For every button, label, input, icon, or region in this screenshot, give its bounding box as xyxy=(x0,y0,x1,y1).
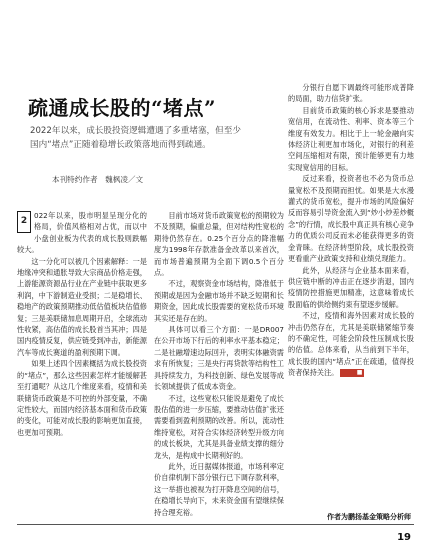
paragraph: 不过，这些宽松只能说是避免了成长股估值的进一步压缩，要推动估值扩张还需要看到盈利预期的改善。所以，流动性维持宽松，对符合实体经济转型升级方向的成长板块，尤其是具备业绩支撑的细分龙头，是构成中长期利好的。 xyxy=(154,393,284,460)
paragraph: 具体可以看三个方面：一是DR007在公开市场下行后的利率水平基本稳定；二是社融增速边际回升，表明实体融资需求有所恢复；三是央行再贷款等结构性工具持续发力，为科技创新、绿色发展等成长领域提供了低成本资金。 xyxy=(154,325,284,392)
paragraph: 不过，观察资金市场结构，降准低于预期或是因为金融市场并不缺乏短期和长期资金，因此成长股需要的宽松货币环境其实还是存在的。 xyxy=(154,279,284,323)
body-column-left xyxy=(17,210,147,438)
paragraph: 这一分化可以被几个因素解释：一是地缘冲突和通胀导致大宗商品价格走强，上游能源资源品行业在产业链中获取更多利润，中下游制造业受损；二是稳增长、稳地产的政策预期推动低估值板块估值修复；三是美联储加息周期开启，全球流动性收紧，高估值的成长股首当其冲；四是国内疫情反复，供应链受到冲击，新能源汽车等成长赛道的盈利预期下调。 xyxy=(17,256,147,357)
drop-cap: 2 xyxy=(17,211,31,233)
paragraph: 分银行自愿下调最终可能形成普降的局面，助力信贷扩张。 xyxy=(288,83,414,104)
paragraph: 目前市场对货币政策宽松的预期较为不及预期，偏重总量，但对结构性宽松的期待仍然存在。0.25个百分点的降准幅度为1998年存款准备金改革以来首次，而市场普遍预期为全面下调0.5个百分点。 xyxy=(154,211,284,278)
paragraph-text: 022年以来，股市明显呈现分化的格局，价值风格相对占优，而以中小盘创业板为代表的成长股则跌幅较大。 xyxy=(17,211,147,255)
footer-divider xyxy=(17,524,414,525)
paragraph-text: 不过，疫情和海外因素对成长股的冲击仍然存在，尤其是美联储紧缩节奏的不确定性，可能会阶段性压制成长股的估值。总体来看，从当前到下半年，成长股的国内“堵点”正在疏通，值得投资者保持关注。 xyxy=(288,311,414,378)
end-mark-icon: ■ xyxy=(340,369,364,377)
paragraph xyxy=(17,210,147,256)
page-number: 19 xyxy=(397,532,411,543)
paragraph: 如果上述四个因素概括为成长股投资的“堵点”，那么这些因素怎样才能缓解甚至打通呢？从这几个维度来看，疫情和美联储货币政策是不可控的外部变量，不确定性较大，而国内经济基本面和货币政策的变化，可能对成长股的影响更加直接，也更加可预期。 xyxy=(17,359,147,437)
body-column-right xyxy=(288,82,414,379)
article-byline: 本刊特约作者 魏枫凌／文 xyxy=(52,175,144,184)
paragraph: 此外，近日据媒体报道，市场利率定价自律机制下部分银行已下调存款利率，这一举措也被视为打开降息空间的信号，在稳增长导向下，未来资金面有望继续保持合理充裕。 xyxy=(154,461,284,517)
paragraph: 目前货币政策的核心诉求是要推动宽信用，在流动性、利率、资本等三个维度有效发力。相比于上一轮金融向实体经济让利更加市场化，对银行的利差空间压缩相对有限，预计能够更有力地实现宽信用的目标。 xyxy=(288,105,414,172)
paragraph: 反过来看，投资者也不必为货币总量宽松不及预期而担忧。如果是大水漫灌式的货币宽松，提升市场的风险偏好反而容易引导资金流入到“炒小炒差炒概念”的行情，成长股中真正具有核心竞争力的优质公司反而未必能获得更多的资金青睐。在经济转型阶段，成长股投资更看重产业政策支持和业绩兑现能力。 xyxy=(288,174,414,264)
article-lead xyxy=(30,124,278,152)
lead-line: 2022年以来，成长股投资逻辑遭遇了多重堵塞，但至少 xyxy=(30,126,241,136)
lead-line: 国内“堵点”正随着稳增长政策落地而得到疏通。 xyxy=(30,140,211,150)
author-note: 作者为鹏扬基金策略分析师 xyxy=(327,513,411,521)
article-headline: 疏通成长股的“堵点” xyxy=(28,96,217,120)
paragraph: 此外，从经济与企业基本面来看，供应链中断的冲击正在逐步消退，国内疫情防控措施更加精准，这意味着成长股面临的供给侧约束有望逐步缓解。 xyxy=(288,265,414,309)
paragraph xyxy=(288,310,414,378)
body-column-middle xyxy=(154,210,284,518)
